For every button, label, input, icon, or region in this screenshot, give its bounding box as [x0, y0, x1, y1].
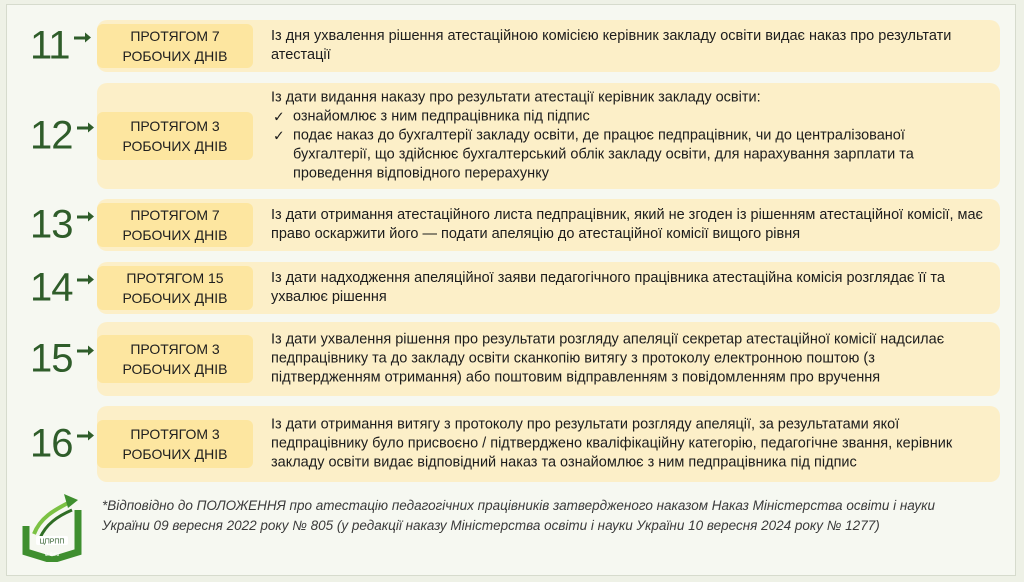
step-description: Із дати надходження апеляційної заяви педагогічного працівника атестаційна комісія розглядає її та ухвалює рішення: [271, 270, 945, 305]
step-row-14: [30, 262, 1000, 314]
period-badge: ПРОТЯГОМ 7 РОБОЧИХ ДНІВ: [97, 203, 253, 247]
step-description: Із дати ухвалення рішення про результати розгляду апеляції секретар атестаційної комісії надсилає педпрацівнику та до закладу освіти сканкопію витягу з протоколу електронною поштою (з підтвердженням отримання) або поштовим відправленням з повідомленням про вручення: [271, 331, 945, 386]
arrow-right-icon: [77, 435, 91, 438]
svg-text:м.Київ: м.Київ: [44, 552, 60, 558]
step-card: [97, 199, 1000, 251]
period-badge: ПРОТЯГОМ 3 РОБОЧИХ ДНІВ: [97, 335, 253, 383]
step-card: [97, 322, 1000, 396]
step-card: [97, 262, 1000, 314]
step-description-intro: Із дати видання наказу про результати атестації керівник закладу освіти:: [271, 89, 761, 106]
period-badge: ПРОТЯГОМ 15 РОБОЧИХ ДНІВ: [97, 266, 253, 310]
organization-logo: [20, 490, 84, 562]
arrow-right-icon: [74, 37, 88, 40]
checkmark-list-item: ✓ ознайомлює з ним педпрацівника під підпис: [271, 108, 984, 127]
arrow-right-icon: [77, 350, 91, 353]
step-card: [97, 406, 1000, 482]
step-number: 16: [30, 422, 91, 467]
svg-text:ЦПРПП: ЦПРПП: [39, 538, 65, 546]
checkmark-list-item: ✓ подає наказ до бухгалтерії закладу освіти, де працює педпрацівник, чи до централізованої бухгалтерії, що здійснює бухгалтерський облік закладу освіти, для нарахування зарплати та проведення відповідного перерахунку: [271, 127, 984, 184]
step-description: Із дня ухвалення рішення атестаційною комісією керівник закладу освіти видає наказ про результати атестації: [271, 28, 952, 63]
period-badge: ПРОТЯГОМ 7 РОБОЧИХ ДНІВ: [97, 24, 253, 68]
step-row-11: [30, 20, 1000, 72]
step-row-12: [30, 83, 1000, 189]
bullet-list: [271, 108, 984, 184]
step-description: Із дати отримання атестаційного листа педпрацівник, який не згоден із рішенням атестаційної комісії, має право оскаржити його — подати апеляцію до атестаційної комісії вищого рівня: [271, 207, 983, 242]
arrow-right-icon: [77, 279, 91, 282]
step-description: Із дати отримання витягу з протоколу про результати розгляду апеляції, за результатами якої педпрацівнику було присвоєно / підтверджено кваліфікаційну категорію, педагогічне звання, керівник закладу освіти видає відповідний наказ та ознайомлює з ним педпрацівника під підпис: [271, 416, 953, 471]
period-badge: ПРОТЯГОМ 3 РОБОЧИХ ДНІВ: [97, 112, 253, 160]
footnote: *Відповідно до ПОЛОЖЕННЯ про атестацію педагогічних працівників затвердженого наказом Наказ Міністерства освіти і науки України 09 вересня 2022 року № 805 (у редакції наказу Міністерства освіти і науки України 10 вересня 2024 року № 1277): [102, 498, 935, 533]
period-badge: ПРОТЯГОМ 3 РОБОЧИХ ДНІВ: [97, 420, 253, 468]
step-number: 15: [30, 337, 91, 382]
step-card: [97, 20, 1000, 72]
step-row-15: [30, 322, 1000, 396]
step-number: 14: [30, 266, 91, 311]
step-number: 12: [30, 114, 91, 159]
step-card: [97, 83, 1000, 189]
step-description: [271, 89, 984, 184]
step-number: 13: [30, 203, 91, 248]
step-number: 11: [30, 24, 88, 69]
step-row-16: [30, 406, 1000, 482]
arrow-right-icon: [77, 127, 91, 130]
step-row-13: [30, 199, 1000, 251]
arrow-right-icon: [77, 216, 91, 219]
